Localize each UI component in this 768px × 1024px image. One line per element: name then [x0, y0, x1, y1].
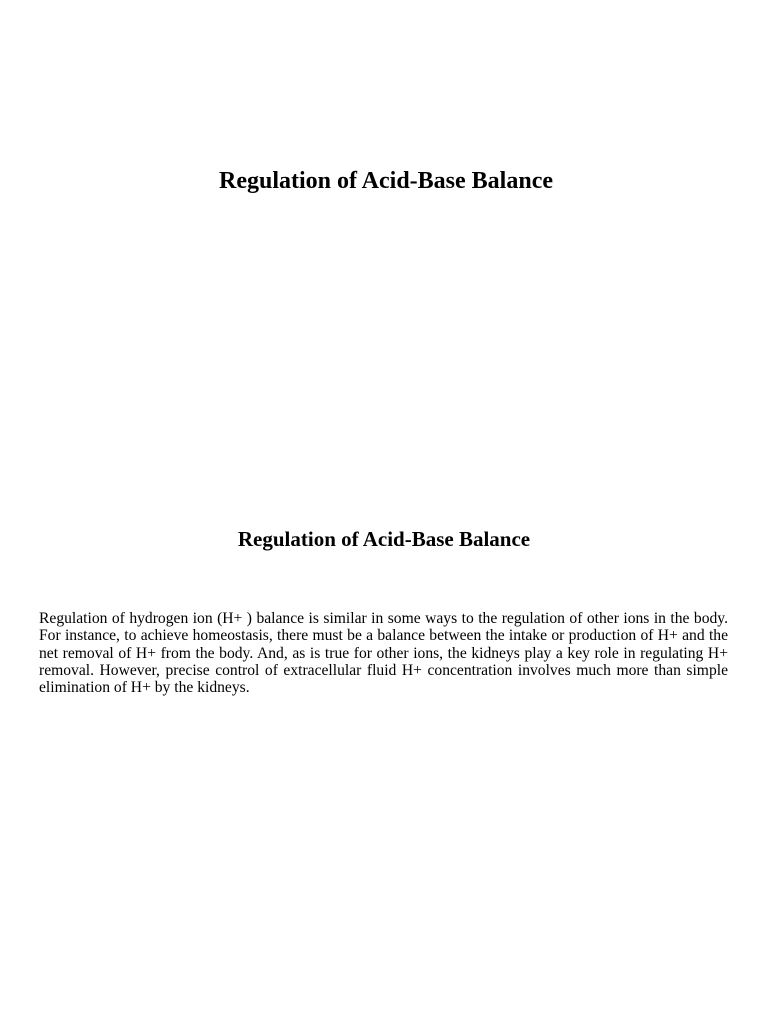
section-heading: Regulation of Acid-Base Balance — [237, 527, 531, 551]
body-paragraph: Regulation of hydrogen ion (H+ ) balance is similar in some ways to the regulation of other ions in the body. For instance, to achieve homeostasis, there must be a balance between the intake or production of H+ and the net removal of H+ from the body. And, as is true for other ions, the kidneys play a key role in regulating H+ removal. However, precise control of extracellular fluid H+ concentration involves much more than simple elimination of H+ by the kidneys. — [39, 610, 728, 697]
document-title: Regulation of Acid-Base Balance — [219, 168, 553, 194]
